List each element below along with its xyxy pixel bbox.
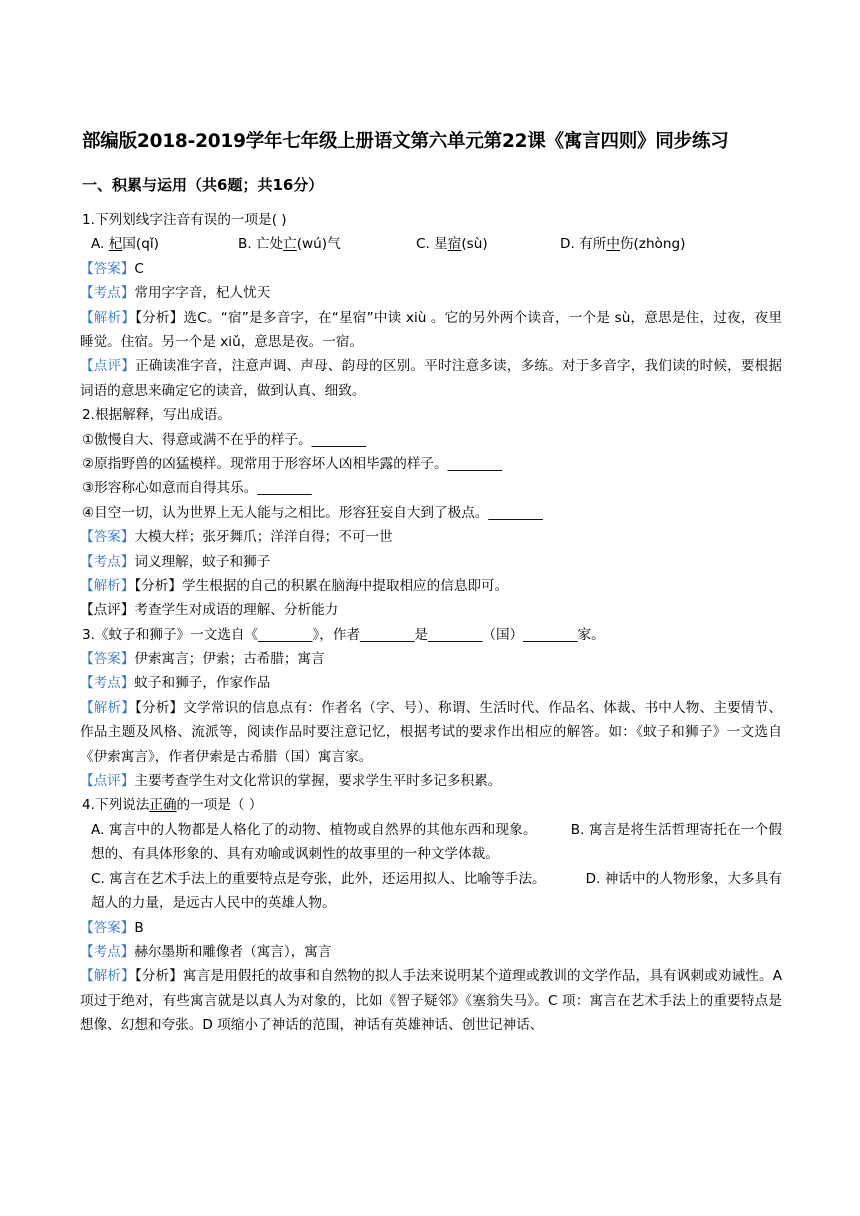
answer-tag: 【答案】	[80, 919, 135, 936]
q4-option-b: B. 寓言是将生活哲理寄托在一个假想的、有具体形象的、具有劝喻或讽刺性的故事里的一种文学体裁。	[91, 821, 783, 863]
q1-option-a: A. 杞国(qǐ)	[91, 236, 159, 253]
document-title: 部编版2018-2019学年七年级上册语文第六单元第22课《寓言四则》同步练习	[82, 131, 729, 152]
answer-tag: 【答案】	[80, 260, 135, 277]
comment-tag: 【点评】	[80, 602, 135, 619]
answer-tag: 【答案】	[80, 651, 135, 668]
q1-answer: 【答案】C	[80, 260, 144, 277]
q4-options-ab	[82, 818, 782, 867]
point-tag: 【考点】	[80, 675, 135, 692]
analysis-tag: 【解析】	[80, 968, 135, 985]
q4-option-d: D. 神话中的人物形象，大多具有超人的力量，是远古人民中的英雄人物。	[91, 870, 782, 912]
q1-comment: 【点评】正确读准字音，注意声调、声母、韵母的区别。平时注意多读，多练。对于多音字，我们读的时候，要根据词语的意思来确定它的读音，做到认真、细致。	[80, 358, 783, 399]
point-tag: 【考点】	[80, 553, 135, 570]
q1-stem: 1.下列划线字注音有误的一项是( )	[82, 212, 287, 228]
q3-comment: 【点评】主要考查学生对文化常识的掌握，要求学生平时多记多积累。	[80, 773, 502, 790]
q2-item-3: ③形容称心如意而自得其乐。________	[82, 480, 312, 497]
answer-tag: 【答案】	[80, 529, 135, 546]
section-heading: 一、积累与运用（共6题；共16分）	[82, 176, 324, 194]
q4-answer: 【答案】B	[80, 919, 144, 936]
q1-option-c: C. 星宿(sù)	[416, 236, 488, 253]
q2-comment: 【点评】考查学生对成语的理解、分析能力	[80, 602, 339, 619]
q2-point: 【考点】词义理解，蚊子和狮子	[80, 553, 271, 570]
q1-option-b: B. 亡处亡(wú)气	[238, 236, 341, 253]
q4-options-cd	[82, 867, 782, 916]
comment-tag: 【点评】	[80, 358, 136, 375]
q2-item-2: ②原指野兽的凶猛模样。现常用于形容坏人凶相毕露的样子。________	[82, 455, 502, 472]
document-body	[82, 208, 782, 1038]
q3-answer: 【答案】伊索寓言；伊索；古希腊；寓言	[80, 651, 325, 668]
q1-option-d: D. 有所中伤(zhòng)	[560, 236, 686, 253]
q2-answer: 【答案】大模大样；张牙舞爪；洋洋自得；不可一世	[80, 529, 393, 546]
q2-item-1: ①傲慢自大、得意或满不在乎的样子。________	[82, 431, 367, 448]
q1-options	[82, 232, 782, 256]
analysis-tag: 【解析】	[80, 699, 136, 716]
point-tag: 【考点】	[80, 285, 135, 302]
q4-option-a: A. 寓言中的人物都是人格化了的动物、植物或自然界的其他东西和现象。	[91, 821, 537, 838]
q2-analysis: 【解析】【分析】学生根据的自己的积累在脑海中提取相应的信息即可。	[80, 577, 509, 594]
q4-analysis: 【解析】【分析】寓言是用假托的故事和自然物的拟人手法来说明某个道理或教训的文学作品，具有讽刺或劝诫性。A 项过于绝对，有些寓言就是以真人为对象的，比如《智子疑邻》《塞翁失马》。C 项：寓言在艺术手法上的重要特点是想像、幻想和夸张。D 项缩小了神话的范围，神话有英雄神话、创世记神话、	[80, 968, 783, 1034]
q3-stem: 3.《蚊子和狮子》一文选自《________》，作者________是________（国）________家。	[82, 626, 605, 643]
analysis-tag: 【解析】	[80, 577, 135, 594]
q3-point: 【考点】蚊子和狮子，作家作品	[80, 675, 271, 692]
q2-stem: 2.根据解释，写出成语。	[82, 407, 231, 424]
q4-stem: 4.下列说法正确的一项是（ ）	[82, 797, 263, 814]
q2-item-4: ④目空一切，认为世界上无人能与之相比。形容狂妄自大到了极点。________	[82, 504, 543, 521]
point-tag: 【考点】	[80, 943, 135, 960]
q4-point: 【考点】赫尔墨斯和雕像者（寓言），寓言	[80, 943, 332, 960]
q1-point: 【考点】常用字字音，杞人忧天	[80, 285, 271, 302]
q4-option-c: C. 寓言在艺术手法上的重要特点是夸张，此外，还运用拟人、比喻等手法。	[91, 870, 546, 887]
q3-analysis: 【解析】【分析】文学常识的信息点有：作者名（字、号）、称谓、生活时代、作品名、体裁、书中人物、主要情节、作品主题及风格、流派等，阅读作品时要注意记忆，根据考试的要求作出相应的解答。如：《蚊子和狮子》一文选自《伊索寓言》，作者伊索是古希腊（国）寓言家。	[80, 699, 782, 765]
analysis-tag: 【解析】	[80, 309, 136, 326]
q1-analysis: 【解析】【分析】选C。“宿”是多音字，在“星宿”中读 xiù 。它的另外两个读音，一个是 sù，意思是住，过夜，夜里睡觉。住宿。另一个是 xiǔ，意思是夜。一宿。	[80, 309, 782, 350]
comment-tag: 【点评】	[80, 773, 135, 790]
